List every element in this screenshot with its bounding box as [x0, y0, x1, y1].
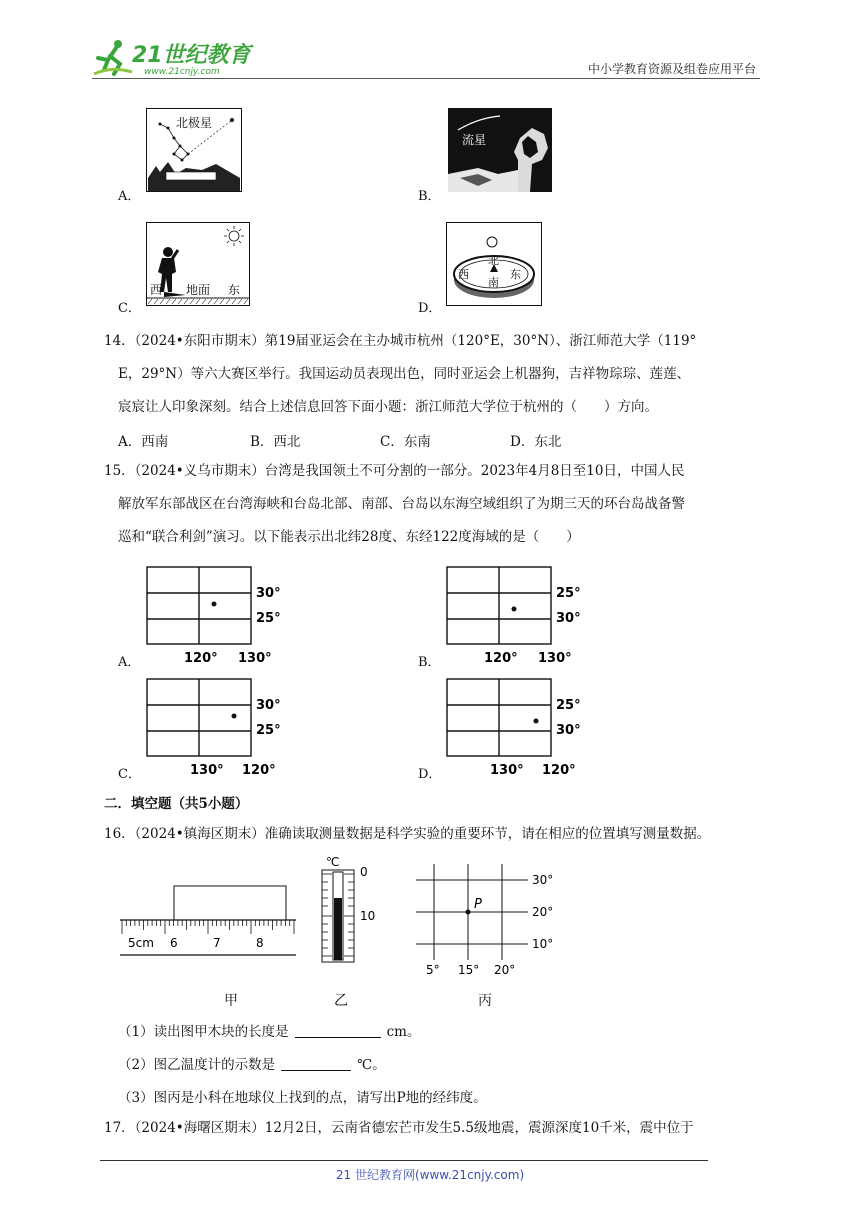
choice-b[interactable]: B．西北 — [250, 434, 301, 450]
lon-right-label: 130° — [238, 651, 272, 666]
ruler-ticks — [122, 920, 294, 934]
thermo-unit: ℃ — [326, 855, 340, 869]
option-a-grid — [146, 566, 296, 666]
lat-top-label: 25° — [556, 698, 581, 713]
question-16 — [104, 818, 764, 851]
lat-top-label: 30° — [256, 586, 281, 601]
question-line: 宸宸让人印象深刻。结合上述信息回答下面小题：浙江师范大学位于杭州的（ ）方向。 — [118, 399, 658, 415]
sub-text: （1）读出图甲木块的长度是 — [118, 1024, 289, 1040]
option-letter: C． — [118, 301, 141, 316]
ruler-label: 7 — [213, 936, 221, 950]
option-letter: B． — [418, 655, 441, 670]
lon-left-label: 120° — [484, 651, 518, 666]
option-d-grid — [446, 678, 596, 778]
option-b-grid — [446, 566, 596, 666]
grid-point — [212, 602, 217, 607]
option-letter: D． — [418, 767, 442, 782]
question-17 — [104, 1112, 764, 1145]
lon-label: 5° — [426, 963, 440, 976]
point-p-label: P — [474, 897, 482, 912]
ruler-label: 8 — [256, 936, 264, 950]
thermo-tick-label: 10 — [360, 909, 376, 923]
choice-c[interactable]: C．东南 — [380, 434, 431, 450]
lon-left-label: 130° — [490, 763, 524, 778]
grid-point — [232, 714, 237, 719]
site-logo — [92, 36, 262, 80]
grid-point — [512, 607, 517, 612]
lon-label: 15° — [458, 963, 480, 976]
lat-bottom-label: 25° — [256, 611, 281, 626]
option-letter: A． — [118, 655, 141, 670]
thermometer-figure — [316, 852, 386, 964]
question-line: 16．（2024•镇海区期末）准确读取测量数据是科学实验的重要环节，请在相应的位置填写测量数据。 — [104, 826, 711, 842]
option-letter: B． — [418, 189, 441, 204]
compass-west: 西 — [458, 268, 469, 281]
question-14 — [104, 325, 764, 424]
answer-blank[interactable] — [281, 1056, 351, 1071]
platform-name: 中小学教育资源及组卷应用平台 — [587, 62, 756, 76]
sub-text: cm。 — [386, 1024, 421, 1040]
option-letter: A． — [118, 189, 141, 204]
runner-icon — [94, 40, 132, 74]
point-p — [466, 910, 471, 915]
figure-label: 丙 — [478, 993, 492, 1009]
figure-label: 乙 — [334, 993, 348, 1009]
question-line: 15．（2024•义乌市期末）台湾是我国领土不可分割的一部分。2023年4月8日至10日，中国人民 — [104, 463, 685, 479]
lat-top-label: 25° — [556, 586, 581, 601]
ruler-label: 5cm — [128, 936, 154, 950]
question-line: 巡和“联合利剑”演习。以下能表示出北纬28度、东经122度海域的是（ ） — [118, 529, 580, 545]
choice-d[interactable]: D．东北 — [510, 434, 562, 450]
logo-text: 21世纪教育 — [132, 43, 251, 68]
lat-bottom-label: 25° — [256, 723, 281, 738]
logo-url: www.21cnjy.com — [144, 67, 220, 77]
question-line: 14．（2024•东阳市期末）第19届亚运会在主办城市杭州（120°E，30°N）、浙江师范大学（119° — [104, 333, 697, 349]
answer-blank[interactable] — [295, 1023, 381, 1038]
lon-left-label: 130° — [190, 763, 224, 778]
compass-north: 北 — [488, 254, 499, 267]
sub-question-1 — [118, 1020, 420, 1040]
option-c-image — [146, 222, 250, 306]
option-d-image — [446, 222, 542, 306]
north-star-label: 北极星 — [176, 116, 213, 130]
section-title: 二．填空题（共5小题） — [104, 796, 249, 812]
sub-question-3: （3）图丙是小科在地球仪上找到的点，请写出P地的经纬度。 — [118, 1090, 487, 1106]
west-label: 西 — [150, 283, 163, 297]
sub-text: ℃。 — [357, 1057, 386, 1073]
question-line: 17．（2024•海曙区期末）12月2日，云南省德宏芒市发生5.5级地震，震源深度10千米，震中位于 — [104, 1120, 694, 1136]
ground-label: 地面 — [186, 283, 211, 297]
lat-bottom-label: 30° — [556, 723, 581, 738]
ruler-label: 6 — [170, 936, 178, 950]
lat-label: 10° — [532, 937, 554, 951]
lon-label: 20° — [494, 963, 516, 976]
lat-top-label: 30° — [256, 698, 281, 713]
lat-label: 20° — [532, 905, 554, 919]
lat-lon-grid — [416, 864, 566, 976]
ruler-figure — [118, 880, 302, 960]
lat-bottom-label: 30° — [556, 611, 581, 626]
thermo-column — [334, 898, 342, 960]
lon-right-label: 120° — [542, 763, 576, 778]
option-a-image — [146, 108, 242, 192]
q14-choices — [118, 430, 630, 450]
footer-text: 21 世纪教育网(www.21cnjy.com) — [335, 1168, 525, 1182]
footer-rule — [100, 1160, 708, 1161]
option-letter: D． — [418, 301, 442, 316]
compass-south: 南 — [488, 276, 499, 289]
grid-point — [534, 719, 539, 724]
lon-right-label: 120° — [242, 763, 276, 778]
choice-a[interactable]: A．西南 — [118, 434, 169, 450]
question-line: 解放军东部战区在台湾海峡和台岛北部、南部、台岛以东海空域组织了为期三天的环台岛战备警 — [118, 496, 685, 512]
figure-label: 甲 — [224, 993, 238, 1009]
thermo-tick-label: 0 — [360, 865, 368, 879]
lat-label: 30° — [532, 873, 554, 887]
east-label: 东 — [228, 283, 241, 297]
sub-question-2 — [118, 1053, 386, 1073]
sub-text: （2）图乙温度计的示数是 — [118, 1057, 276, 1073]
option-letter: C． — [118, 767, 141, 782]
option-b-image — [448, 108, 552, 192]
lon-left-label: 120° — [184, 651, 218, 666]
header-rule — [92, 78, 760, 79]
meteor-label: 流星 — [462, 133, 487, 147]
lon-right-label: 130° — [538, 651, 572, 666]
compass-east: 东 — [510, 268, 521, 281]
question-15 — [104, 455, 764, 554]
question-line: E，29°N）等六大赛区举行。我国运动员表现出色，同时亚运会上机器狗，吉祥物琮琮、莲莲、 — [118, 366, 691, 382]
option-c-grid — [146, 678, 296, 778]
